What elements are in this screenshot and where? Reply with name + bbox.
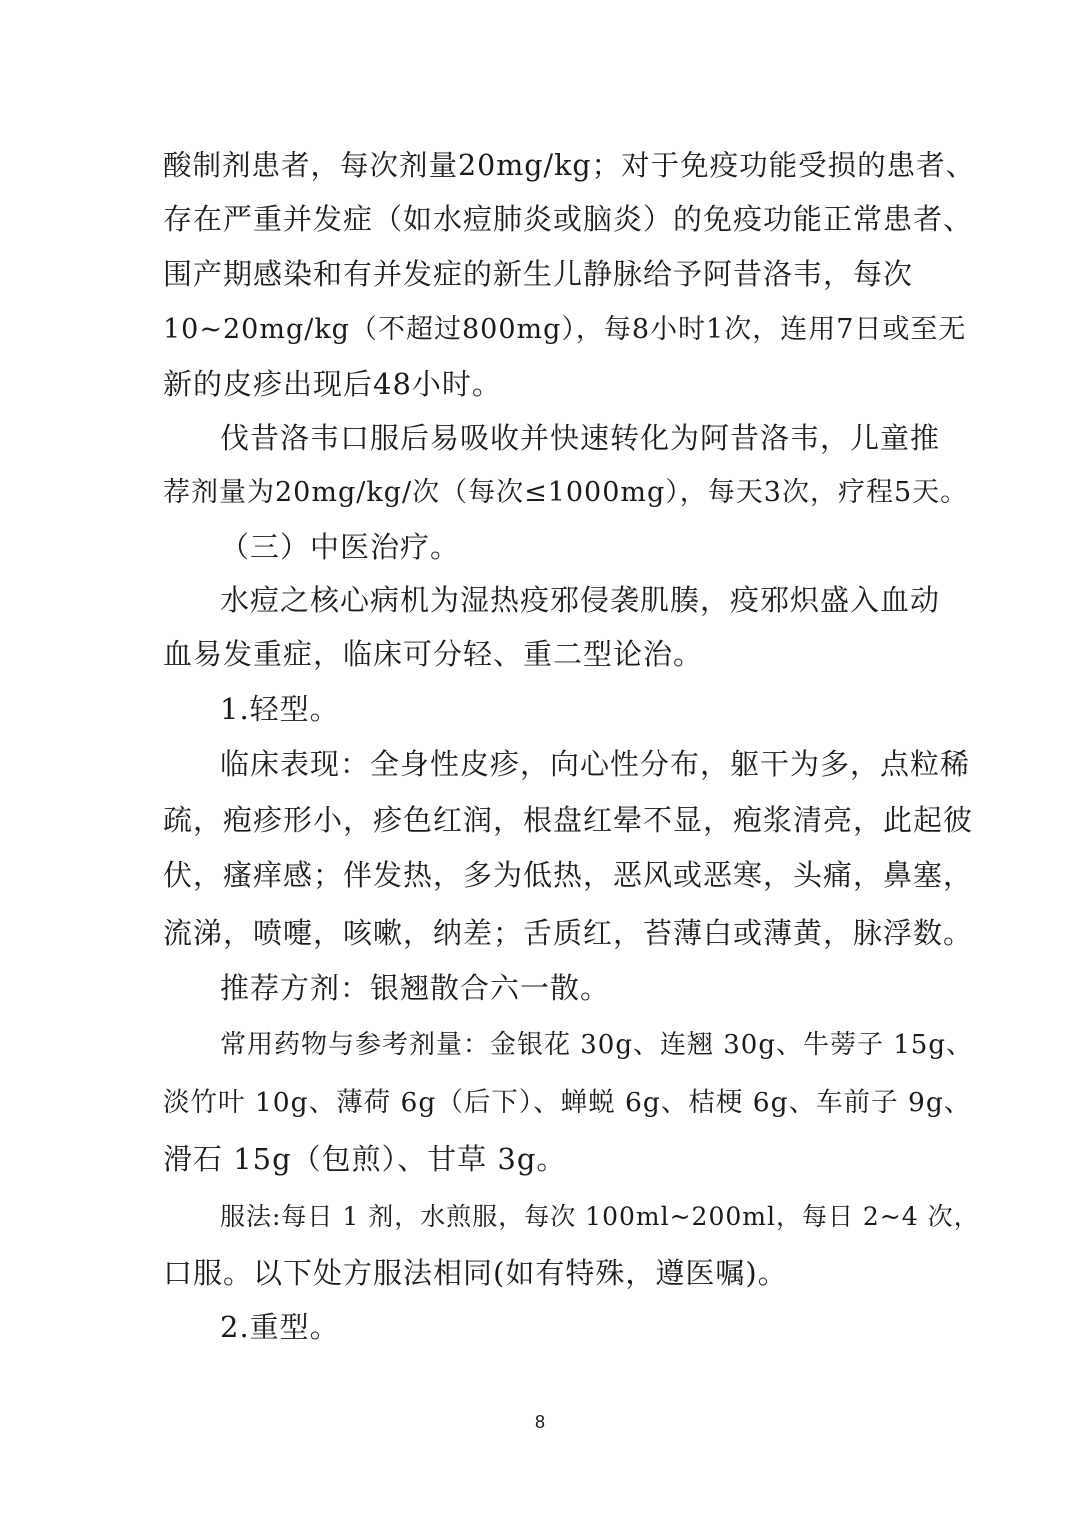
text-line: 血易发重症，临床可分轻、重二型论治。: [163, 637, 704, 671]
subsection-heading: 2.重型。: [220, 1310, 340, 1344]
text-line: 口服。以下处方服法相同(如有特殊，遵医嘱)。: [163, 1256, 788, 1290]
paragraph-first-line: 水痘之核心病机为湿热疫邪侵袭肌腠，疫邪炽盛入血动: [220, 583, 941, 617]
paragraph-first-line: 推荐方剂：银翘散合六一散。: [220, 971, 611, 1005]
paragraph-first-line: 服法:每日 1 剂，水煎服，每次 100ml~200ml，每日 2~4 次，: [220, 1202, 980, 1231]
subsection-heading: 1.轻型。: [220, 692, 340, 726]
paragraph-first-line: 伐昔洛韦口服后易吸收并快速转化为阿昔洛韦，儿童推: [220, 421, 941, 455]
paragraph-first-line: 临床表现：全身性皮疹，向心性分布，躯干为多，点粒稀: [220, 747, 971, 781]
section-heading: （三）中医治疗。: [220, 530, 461, 564]
paragraph-first-line: 常用药物与参考剂量：金银花 30g、连翘 30g、牛蒡子 15g、: [220, 1030, 973, 1060]
text-line: 伏，瘙痒感；伴发热，多为低热，恶风或恶寒，头痛，鼻塞，: [163, 858, 974, 892]
text-line: 酸制剂患者，每次剂量20mg/kg；对于免疫功能受损的患者、: [163, 149, 976, 182]
page-number: 8: [534, 1412, 545, 1432]
text-line: 流涕，喷嚏，咳嗽，纳差；舌质红，苔薄白或薄黄，脉浮数。: [163, 916, 974, 950]
text-line: 滑石 15g（包煎）、甘草 3g。: [163, 1142, 567, 1176]
text-line: 荐剂量为20mg/kg/次（每次≤1000mg），每天3次，疗程5天。: [163, 477, 969, 508]
text-line: 新的皮疹出现后48小时。: [163, 367, 502, 401]
text-line: 存在严重并发症（如水痘肺炎或脑炎）的免疫功能正常患者、: [163, 202, 974, 236]
text-line: 围产期感染和有并发症的新生儿静脉给予阿昔洛韦，每次: [163, 257, 914, 291]
text-line: 10~20mg/kg（不超过800mg），每8小时1次，连用7日或至无: [163, 314, 967, 345]
text-line: 淡竹叶 10g、薄荷 6g（后下）、蝉蜕 6g、桔梗 6g、车前子 9g、: [163, 1087, 972, 1118]
text-line: 疏，疱疹形小，疹色红润，根盘红晕不显，疱浆清亮，此起彼: [163, 803, 974, 837]
